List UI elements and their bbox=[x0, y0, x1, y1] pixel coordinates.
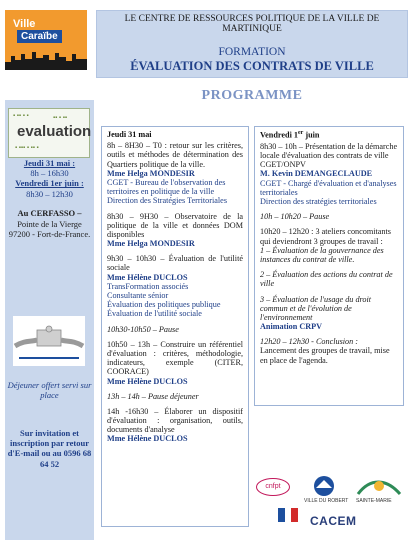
venue bbox=[7, 208, 92, 240]
day1-session2-speaker: Mme Helga MONDESIR bbox=[107, 239, 195, 249]
day1-session2-text: 8h30 – 9H30 – Observatoire de la politique de la ville et données DOM disponibles bbox=[107, 211, 243, 239]
day1-session3-specialty2: Évaluation de l'utilité sociale bbox=[107, 309, 202, 319]
day2-conclusion-time: 12h20 – 12h30 - Conclusion : bbox=[260, 337, 359, 347]
organization-name: LE CENTRE DE RESSOURCES POLITIQUE DE LA VILLE DE MARTINIQUE bbox=[124, 14, 380, 34]
day2-session1-org: CGET - Chargé d'évaluation et d'analyses territoriales bbox=[260, 178, 397, 197]
day2-session1-speaker: M. Kevin DEMANGECLAUDE bbox=[260, 169, 373, 179]
time-day1: 8h – 16h30 bbox=[30, 168, 69, 179]
word-cloud-filler: ▪ ▪▪▪ ▪ ▪▪ ▪ bbox=[15, 145, 39, 151]
venue-address: Pointe de la Vierge 97200 - Fort-de-France. bbox=[8, 218, 91, 240]
logo-text-ville: Ville bbox=[13, 18, 36, 30]
day1-session3-speaker: Mme Hélène DUCLOS bbox=[107, 272, 188, 282]
day1-session5-speaker: Mme Hélène DUCLOS bbox=[107, 434, 188, 444]
day2-session2-text: 10h20 – 12h20 : 3 ateliers concomitants qui deviendront 3 groupes de travail : bbox=[260, 227, 391, 246]
lunch-note: Déjeuner offert servi sur place bbox=[7, 380, 92, 401]
invitation-note: Sur invitation et inscription par retour d'E-mail ou au 0596 68 64 52 bbox=[7, 428, 92, 469]
programme-heading: PROGRAMME bbox=[201, 88, 303, 103]
day2-workshop-animator: Animation CRPV bbox=[260, 322, 323, 332]
day1-session4-text: 10h50 – 13h – Construire un référentiel d'évaluation : critères, méthodologie, indicateurs, exemple (CITER, COORACE) bbox=[107, 339, 243, 377]
day1-schedule bbox=[101, 126, 249, 527]
day1-session4-speaker: Mme Hélène DUCLOS bbox=[107, 376, 188, 386]
day1-session1-org-dept: Direction des Stratégies Territoriales bbox=[107, 196, 228, 206]
day1-session3-specialty1: Évaluation des politiques publique bbox=[107, 300, 221, 310]
sainte-marie-logo-icon bbox=[356, 474, 402, 500]
day2-session1-org-dept: Direction des stratégies territoriales bbox=[260, 197, 377, 207]
day2-schedule bbox=[254, 126, 404, 406]
day2-workshop3: 3 – Évaluation de l'usage du droit commun et de l'évolution de l'environnement bbox=[260, 294, 372, 322]
logo-text-caraibe: Caraïbe bbox=[17, 30, 62, 43]
sainte-marie-label: SAINTE-MARIE bbox=[356, 498, 392, 504]
day1-lunch-break: 13h – 14h – Pause déjeuner bbox=[107, 391, 199, 401]
ville-caraibe-logo bbox=[5, 10, 87, 70]
partner-logos bbox=[254, 470, 408, 540]
day1-session3-org: TransFormation associés bbox=[107, 281, 189, 291]
day2-workshop2: 2 – Évaluation des actions du contrat de ville bbox=[260, 270, 393, 289]
day1-session1-speaker: Mme Helga MONDESIR bbox=[107, 168, 195, 178]
day1-heading: Jeudi 31 mai bbox=[107, 130, 152, 139]
venue-name: Au CERFASSO – bbox=[17, 208, 82, 218]
header-banner bbox=[96, 10, 408, 78]
date-day2: Vendredi 1er juin : bbox=[15, 178, 84, 189]
day1-session5-text: 14h -16h30 – Élaborer un dispositif d'évaluation : organisation, outils, documents d'analyse bbox=[107, 406, 243, 435]
word-cloud-filler: ▪ ▪▪ ▪ ▪ bbox=[13, 113, 29, 119]
ville-du-robert-logo-icon bbox=[310, 474, 338, 500]
document-title: ÉVALUATION DES CONTRATS DE VILLE bbox=[130, 59, 374, 73]
word-cloud-main-word: evaluation bbox=[17, 123, 92, 140]
day1-session1-org: CGET - Bureau de l'observation des territoires en politique de la ville bbox=[107, 177, 226, 197]
cnfpt-logo: cnfpt bbox=[256, 478, 290, 496]
time-day2: 8h30 – 12h30 bbox=[26, 188, 73, 199]
day2-conclusion-text: Lancement des groupes de travail, mise en place de l'agenda. bbox=[260, 346, 390, 365]
ville-du-robert-label: VILLE DU ROBERT bbox=[304, 498, 349, 504]
day2-session1-text: 8h30 – 10h – Présentation de la démarche locale d'évaluation des contrats de ville CGET/ONPV bbox=[260, 141, 398, 170]
republique-francaise-flag-icon bbox=[278, 508, 298, 522]
formation-label: FORMATION bbox=[218, 46, 286, 58]
day1-session3-text: 9h30 – 10h30 – Évaluation de l'utilité sociale bbox=[107, 254, 243, 273]
date-day1: Jeudi 31 mai : bbox=[23, 158, 76, 168]
day1-session3-role: Consultante sénior bbox=[107, 291, 169, 300]
word-cloud-filler: ▪▪ ▪ ▪▪ bbox=[53, 115, 67, 121]
handshake-puzzle-icon bbox=[13, 316, 85, 366]
day1-pause: 10h30-10h50 – Pause bbox=[107, 324, 179, 334]
day1-session1-text: 8h – 8H30 – T0 : retour sur les critères, outils et méthodes de détermination des Quartiers politique de la ville. bbox=[107, 141, 243, 169]
day2-pause: 10h – 10h20 – Pause bbox=[260, 212, 330, 222]
left-info-column bbox=[5, 100, 94, 540]
skyline-icon bbox=[5, 48, 87, 70]
schedule-summary bbox=[5, 158, 94, 199]
evaluation-word-cloud-image bbox=[8, 108, 90, 158]
day2-workshop1: 1 – Évaluation de la gouvernance des instances du contrat de ville. bbox=[260, 245, 384, 264]
day2-heading: Vendredi 1er juin bbox=[260, 130, 320, 140]
cacem-logo: CACEM bbox=[310, 514, 357, 528]
